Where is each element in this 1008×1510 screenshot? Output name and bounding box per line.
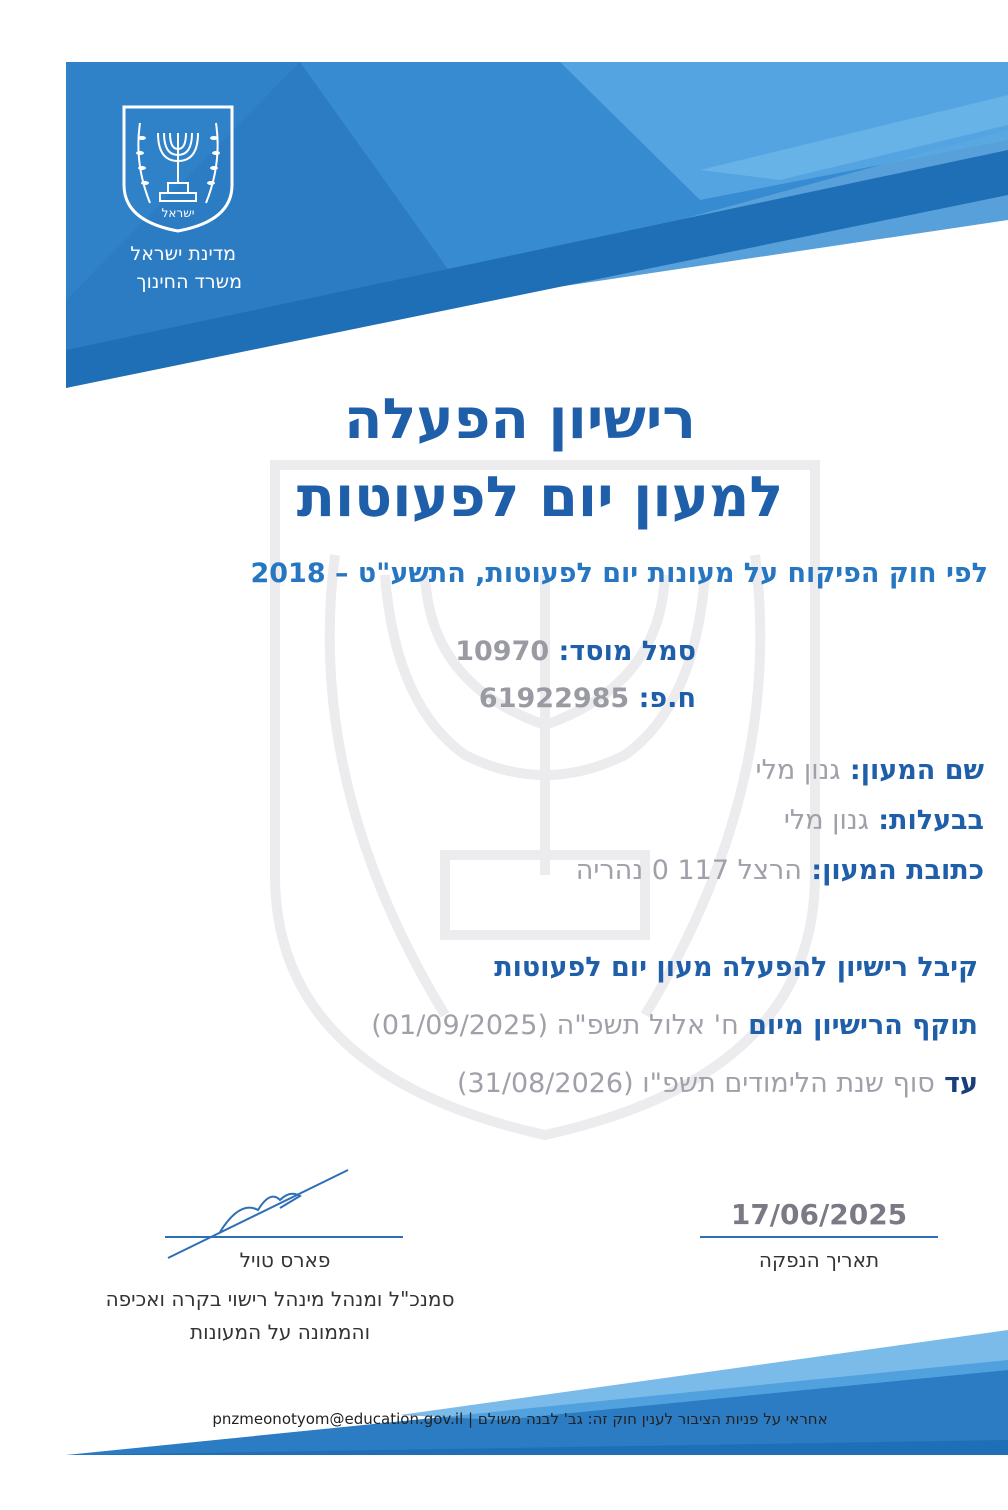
daycare-name-value: גנון מלי [755,755,841,786]
company-number-row [479,683,696,714]
signatory-name: פארס טויל [239,1248,331,1272]
company-number-label: ח.פ: [638,683,696,714]
company-number-value: 61922985 [478,683,630,714]
institution-code-label: סמל מוסד: [558,636,696,667]
daycare-name-label: שם המעון: [849,755,984,786]
owner-value: גנון מלי [783,805,869,836]
address-value: הרצל 117 0 נהריה [575,855,802,886]
until-row [457,1068,978,1099]
document-title-line2: למעון יום לפעוטות [296,465,784,530]
daycare-name-row [756,755,984,786]
signatory-role-line1: סמנכ"ל ומנהל מינהל רישוי בקרה ואכיפה [105,1287,455,1311]
validity-value: ח' אלול תשפ"ה (01/09/2025) [371,1010,739,1041]
signature-line [165,1236,403,1238]
institution-code-value: 10970 [455,636,550,667]
issue-date-label: תאריך הנפקה [758,1248,880,1272]
validity-row [371,1010,978,1041]
until-value: סוף שנת הלימודים תשפ"ו (31/08/2026) [456,1068,935,1099]
owner-label: בבעלות: [878,805,984,836]
ministry-name: משרד החינוך [136,271,242,293]
address-row [576,855,984,886]
until-label: עד [944,1068,978,1099]
law-reference: לפי חוק הפיקוח על מעונות יום לפעוטות, התשע"ט – 2018 [250,558,988,589]
address-label: כתובת המעון: [811,855,984,886]
institution-code-row [455,636,696,667]
footer-band-graphic [0,1290,1008,1510]
issue-date-line [700,1236,938,1238]
footer-contact: אחראי על פניות הציבור לענין חוק זה: גב' לבנה משולם | pnzmeonotyom@education.gov.il [212,1410,828,1428]
state-emblem-icon [120,103,236,235]
emblem-text: ישראל [161,206,195,220]
signatory-role-line2: והממונה על המעונות [189,1320,371,1344]
issue-date-value: 17/06/2025 [730,1198,908,1231]
license-received-statement: קיבל רישיון להפעלה מעון יום לפעוטות [494,952,978,983]
validity-label: תוקף הרישיון מיום [748,1010,978,1041]
state-name: מדינת ישראל [130,243,236,265]
document-title-line1: רישיון הפעלה [343,387,697,452]
owner-row [784,805,984,836]
